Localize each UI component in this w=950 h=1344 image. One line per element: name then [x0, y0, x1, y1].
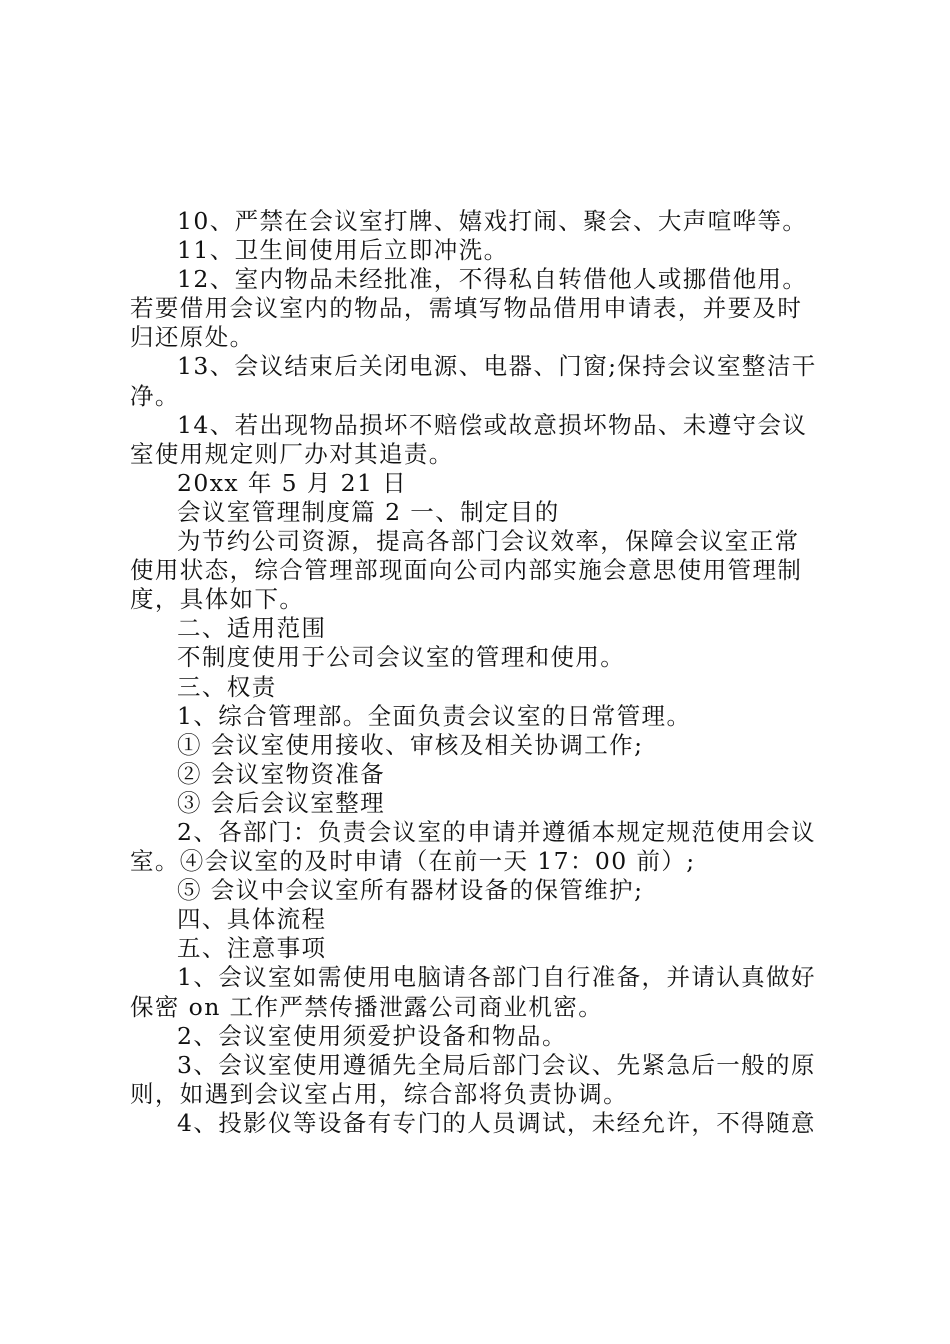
list-item: ⑤ 会议中会议室所有器材设备的保管维护; — [177, 876, 644, 905]
text-line: 使用状态，综合管理部现面向公司内部实施会意思使用管理制 — [130, 556, 803, 585]
text-line: 11、卫生间使用后立即冲洗。 — [177, 236, 509, 265]
section-heading: 三、权责 — [177, 672, 277, 701]
text-line: 1、综合管理部。全面负责会议室的日常管理。 — [177, 701, 692, 730]
list-item: ① 会议室使用接收、审核及相关协调工作; — [177, 730, 644, 759]
date-line: 20xx 年 5 月 21 日 — [177, 468, 408, 497]
text-line: 室。④会议室的及时申请（在前一天 17：00 前）; — [130, 847, 696, 876]
document-body — [130, 207, 830, 1138]
text-line: 3、会议室使用遵循先全局后部门会议、先紧急后一般的原 — [177, 1050, 816, 1079]
text-line: 1、会议室如需使用电脑请各部门自行准备，并请认真做好 — [177, 963, 816, 992]
text-line: 14、若出现物品损坏不赔偿或故意损坏物品、未遵守会议 — [177, 410, 808, 439]
section-heading: 二、适用范围 — [177, 614, 327, 643]
text-line: 不制度使用于公司会议室的管理和使用。 — [177, 643, 626, 672]
text-line: 12、室内物品未经批准，不得私自转借他人或挪借他用。 — [177, 265, 808, 294]
text-line: 若要借用会议室内的物品，需填写物品借用申请表，并要及时 — [130, 294, 803, 323]
text-line: 保密 on 工作严禁传播泄露公司商业机密。 — [130, 992, 604, 1021]
text-line: 室使用规定则厂办对其追责。 — [130, 439, 454, 468]
section-heading: 四、具体流程 — [177, 905, 327, 934]
list-item: ③ 会后会议室整理 — [177, 788, 386, 817]
section-heading: 五、注意事项 — [177, 934, 327, 963]
text-line: 4、投影仪等设备有专门的人员调试，未经允许，不得随意 — [177, 1108, 816, 1137]
text-line: 2、各部门：负责会议室的申请并遵循本规定规范使用会议 — [177, 817, 816, 846]
text-line: 10、严禁在会议室打牌、嬉戏打闹、聚会、大声喧哗等。 — [177, 207, 808, 235]
text-line: 为节约公司资源，提高各部门会议效率，保障会议室正常 — [177, 527, 800, 556]
text-line: 则，如遇到会议室占用，综合部将负责协调。 — [130, 1079, 628, 1108]
text-line: 2、会议室使用须爱护设备和物品。 — [177, 1021, 567, 1050]
text-line: 度，具体如下。 — [130, 585, 305, 614]
text-line: 13、会议结束后关闭电源、电器、门窗;保持会议室整洁干 — [177, 352, 817, 381]
text-line: 归还原处。 — [130, 323, 255, 352]
list-item: ② 会议室物资准备 — [177, 759, 386, 788]
section-heading: 会议室管理制度篇 2 一、制定目的 — [177, 497, 560, 526]
text-line: 净。 — [130, 381, 180, 410]
